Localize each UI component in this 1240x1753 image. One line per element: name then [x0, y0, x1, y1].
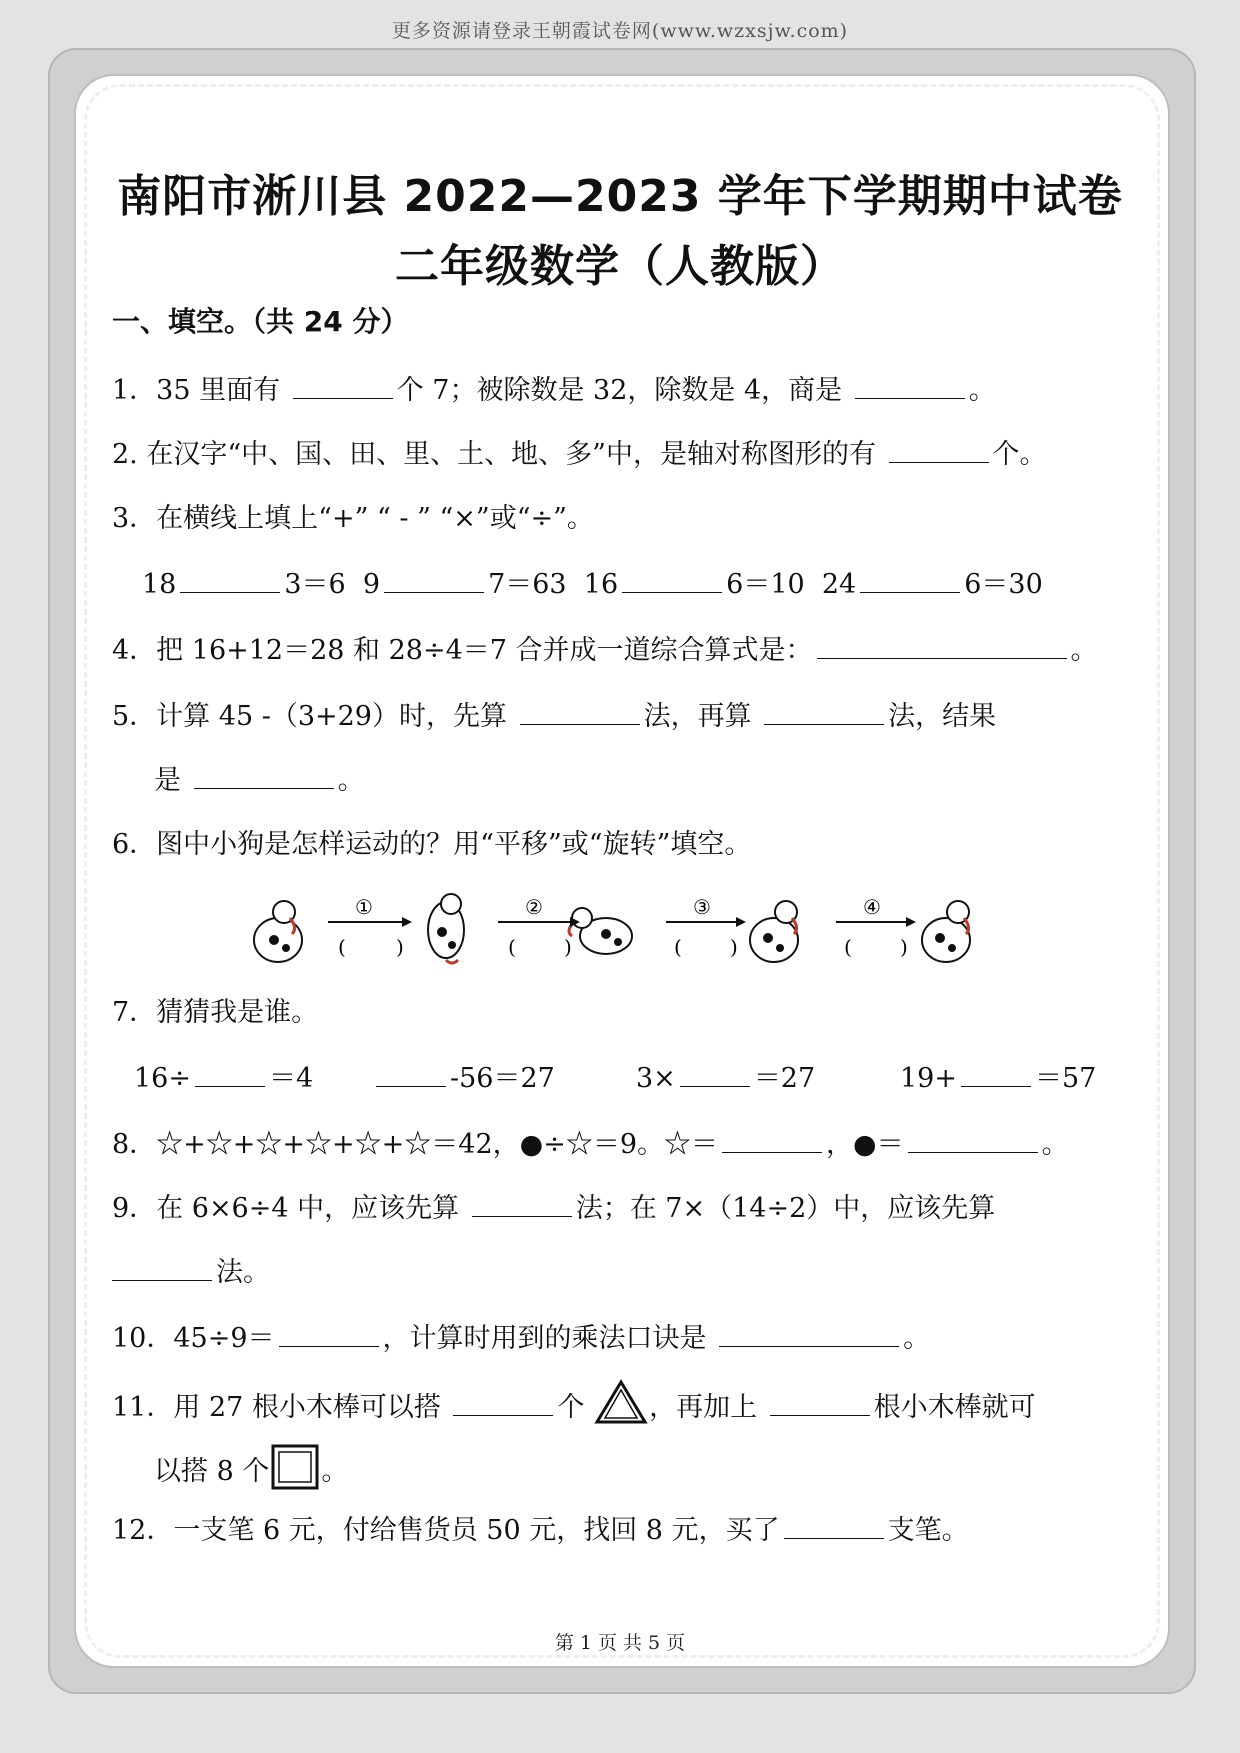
- paren-right-1[interactable]: ): [396, 935, 404, 959]
- q3-eq1-a: 18: [142, 569, 177, 600]
- q7-blank-3[interactable]: [680, 1060, 750, 1087]
- question-1: [112, 368, 996, 407]
- q5-text-b: 法，再算: [643, 701, 752, 732]
- q4-blank[interactable]: [817, 632, 1067, 659]
- q8-text-a: 8．☆+☆+☆+☆+☆+☆＝42，●÷☆＝9。☆＝: [112, 1129, 719, 1160]
- q1-blank-1[interactable]: [293, 372, 393, 399]
- paren-left-4: (: [844, 935, 852, 959]
- q9-blank-2[interactable]: [112, 1254, 212, 1281]
- q7-blank-2[interactable]: [376, 1060, 446, 1087]
- dog-icon: [922, 901, 970, 962]
- dog-icon: [428, 894, 464, 963]
- q2-text-b: 个。: [992, 439, 1047, 470]
- arrow-step-3: [666, 895, 746, 959]
- page-footer: 第 1 页 共 5 页: [554, 1632, 686, 1654]
- q4-text-b: 。: [1070, 635, 1098, 666]
- step-label-2: ②: [525, 895, 543, 919]
- q3-blank-3[interactable]: [622, 566, 722, 593]
- question-2: [112, 432, 1047, 471]
- watermark: 更多资源请登录王朝霞试卷网(www.wzxsjw.com): [391, 20, 849, 42]
- q11-text-f: 。: [321, 1456, 349, 1487]
- question-10: [112, 1316, 930, 1355]
- q12-blank[interactable]: [784, 1512, 884, 1539]
- q1-text-c: 。: [968, 375, 996, 406]
- q8-blank-star[interactable]: [722, 1126, 822, 1153]
- q11-blank-2[interactable]: [770, 1389, 870, 1416]
- q10-blank-1[interactable]: [279, 1320, 379, 1347]
- q7-eq3-b: ＝27: [753, 1063, 816, 1094]
- paren-right-3[interactable]: ): [730, 935, 738, 959]
- q3-eq4-a: 24: [821, 569, 857, 600]
- paren-left-3: (: [674, 935, 682, 959]
- question-9: [112, 1186, 995, 1225]
- paren-left-2: (: [508, 935, 516, 959]
- q10-blank-2[interactable]: [719, 1320, 899, 1347]
- q12-text-b: 支笔。: [887, 1515, 969, 1546]
- q9-text-c: 法。: [216, 1257, 270, 1288]
- exam-subtitle: 二年级数学（人教版）: [395, 241, 845, 292]
- q11-text-a: 11．用 27 根小木棒可以搭: [112, 1392, 441, 1423]
- question-6: 6．图中小狗是怎样运动的？用“平移”或“旋转”填空。: [112, 829, 752, 860]
- q7-blank-1[interactable]: [195, 1060, 265, 1087]
- q7-blank-4[interactable]: [961, 1060, 1031, 1087]
- q3-eq3-a: 16: [583, 569, 619, 600]
- q1-text-b: 个 7；被除数是 32，除数是 4，商是: [396, 375, 843, 406]
- q7-eq2: [372, 1056, 555, 1095]
- arrow-step-4: [836, 895, 916, 959]
- q3-blank-2[interactable]: [384, 566, 484, 593]
- exam-title: 南阳市淅川县 2022—2023 学年下学期期中试卷: [117, 171, 1123, 222]
- q7-eq1-a: 16÷: [134, 1063, 191, 1094]
- q10-text-c: 。: [903, 1323, 931, 1354]
- question-9-cont: [112, 1250, 270, 1289]
- paren-right-2[interactable]: ): [564, 935, 572, 959]
- q4-text-a: 4．把 16+12＝28 和 28÷4＝7 合并成一道综合算式是：: [112, 635, 813, 666]
- q10-text-a: 10．45÷9＝: [112, 1323, 275, 1354]
- q7-eq4: [900, 1056, 1096, 1095]
- step-label-4: ④: [863, 895, 881, 919]
- dog-icon: [569, 908, 632, 954]
- paren-right-4[interactable]: ): [900, 935, 908, 959]
- q3-eq2-b: 7＝63: [488, 569, 567, 600]
- dog-icon: [750, 901, 798, 962]
- dog-motion-figure: [246, 890, 1006, 972]
- q8-blank-circle[interactable]: [908, 1126, 1038, 1153]
- q10-text-b: ，计算时用到的乘法口诀是: [382, 1323, 707, 1354]
- q7-eq1: [134, 1056, 313, 1095]
- q5-text-d: 是: [154, 765, 181, 796]
- q5-text-e: 。: [337, 765, 365, 796]
- q5-text-c: 法，结果: [888, 701, 997, 732]
- q11-text-d: 根小木棒就可: [873, 1392, 1036, 1423]
- q7-eq3: [636, 1056, 815, 1095]
- q1-blank-2[interactable]: [855, 372, 965, 399]
- q11-text-c: ，再加上: [649, 1392, 758, 1423]
- q2-blank[interactable]: [889, 436, 989, 463]
- q3-eq4-b: 6＝30: [964, 569, 1043, 600]
- q3-eq3-b: 6＝10: [726, 569, 805, 600]
- question-3: 3．在横线上填上“+” “ - ” “×”或“÷”。: [112, 503, 594, 534]
- square-sticks-icon: [269, 1442, 321, 1492]
- arrow-step-1: [328, 895, 412, 959]
- q3-blank-4[interactable]: [860, 566, 960, 593]
- step-label-1: ①: [355, 895, 373, 919]
- q11-text-b: 个: [557, 1392, 585, 1423]
- q11-blank-1[interactable]: [453, 1389, 553, 1416]
- q7-eq3-a: 3×: [636, 1063, 676, 1094]
- q5-text-a: 5．计算 45 -（3+29）时，先算: [112, 701, 507, 732]
- q12-text-a: 12．一支笔 6 元，付给售货员 50 元，找回 8 元，买了: [112, 1515, 780, 1546]
- q2-text-a: 2. 在汉字“中、国、田、里、土、地、多”中，是轴对称图形的有: [112, 439, 876, 470]
- arrow-step-2: [498, 895, 580, 959]
- q11-text-e: 以搭 8 个: [154, 1456, 270, 1487]
- question-4: [112, 628, 1098, 667]
- q3-eq2-a: 9: [362, 569, 381, 600]
- q5-blank-1[interactable]: [520, 698, 640, 725]
- question-3-equations: [142, 562, 1043, 601]
- q9-text-a: 9．在 6×6÷4 中，应该先算: [112, 1193, 460, 1224]
- q7-eq4-b: ＝57: [1034, 1063, 1097, 1094]
- q5-blank-2[interactable]: [764, 698, 884, 725]
- q8-text-b: ，●＝: [826, 1129, 904, 1160]
- question-12: [112, 1508, 969, 1547]
- triangle-sticks-icon: [593, 1378, 649, 1428]
- question-11-cont: [154, 1442, 348, 1492]
- paren-left-1: (: [338, 935, 346, 959]
- q7-eq1-b: ＝4: [268, 1063, 314, 1094]
- question-5-cont: [154, 758, 365, 797]
- q8-text-c: 。: [1041, 1129, 1069, 1160]
- q3-eq1-b: 3＝6: [284, 569, 346, 600]
- question-8: [112, 1122, 1069, 1161]
- q9-text-b: 法；在 7×（14÷2）中，应该先算: [575, 1193, 996, 1224]
- question-11: [112, 1378, 1036, 1428]
- dog-icon: [254, 901, 302, 962]
- q5-blank-3[interactable]: [194, 762, 334, 789]
- question-7: 7．猜猜我是谁。: [112, 997, 319, 1028]
- section-heading-fill-in: 一、填空。（共 24 分）: [112, 305, 409, 338]
- q7-eq2-b: -56＝27: [450, 1063, 555, 1094]
- q7-eq4-a: 19+: [900, 1063, 957, 1094]
- q1-text-a: 1．35 里面有: [112, 375, 281, 406]
- q3-blank-1[interactable]: [180, 566, 280, 593]
- step-label-3: ③: [693, 895, 711, 919]
- q9-blank-1[interactable]: [472, 1190, 572, 1217]
- question-5: [112, 694, 996, 733]
